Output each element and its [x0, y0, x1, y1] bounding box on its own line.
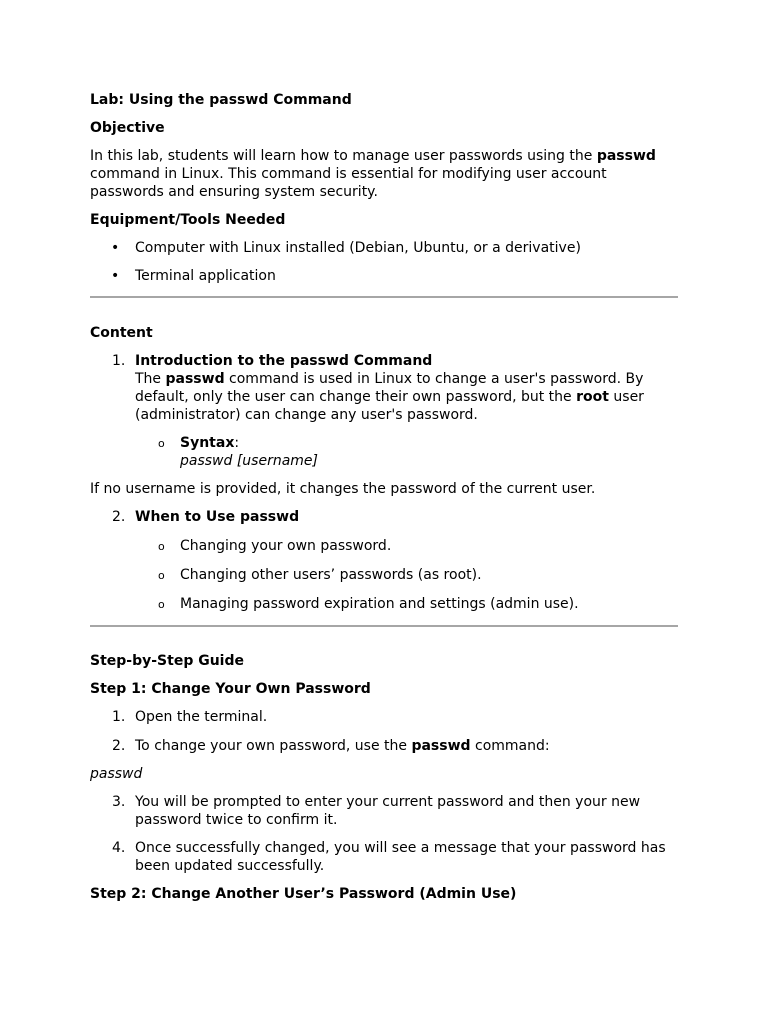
objective-heading: Objective [90, 120, 165, 136]
list-item [90, 434, 680, 470]
bullet-icon: • [111, 268, 120, 284]
list-item [90, 708, 680, 726]
list-item-text: You will be prompted to enter your current password and then your new password twice to confirm it. [135, 794, 641, 828]
list-item-text: Managing password expiration and settings (admin use). [180, 596, 579, 612]
equipment-list [90, 239, 680, 285]
list-number: 4. [112, 840, 126, 856]
when-list [90, 508, 680, 526]
intro-root-bold: root [576, 389, 609, 405]
list-item-text: Changing your own password. [180, 538, 392, 554]
step2-heading: Step 2: Change Another User’s Password (Admin Use) [90, 886, 517, 902]
list-item [90, 508, 680, 526]
equipment-heading: Equipment/Tools Needed [90, 212, 286, 228]
list-item-text: Changing other users’ passwords (as root). [180, 567, 482, 583]
document-page [90, 91, 680, 903]
objective-passwd-bold: passwd [596, 148, 656, 164]
list-item [90, 595, 680, 613]
list-number: 2. [112, 738, 126, 754]
horizontal-rule [90, 296, 678, 298]
objective-text-part2: command in Linux. This command is essential for modifying user account passwords and ensuring system security. [90, 166, 607, 200]
step1-list-continued [90, 793, 680, 875]
sub-bullet-icon: o [158, 598, 165, 611]
list-item-text: Open the terminal. [135, 709, 268, 725]
list-item [90, 737, 680, 755]
list-item-text: command: [470, 738, 550, 754]
list-number: 2. [112, 509, 126, 525]
list-item [90, 566, 680, 584]
list-item-text: Computer with Linux installed (Debian, Ubuntu, or a derivative) [135, 240, 581, 256]
sub-bullet-icon: o [158, 437, 165, 450]
code-text: passwd [90, 766, 143, 782]
syntax-label: Syntax [180, 435, 235, 451]
guide-heading: Step-by-Step Guide [90, 653, 244, 669]
intro-passwd-bold: passwd [165, 371, 225, 387]
list-item-text: Once successfully changed, you will see a message that your password has been updated successfully. [135, 840, 666, 874]
objective-text [90, 147, 680, 201]
horizontal-rule [90, 625, 678, 627]
list-item [90, 839, 680, 875]
intro-text-part3: user (administrator) can change any user's password. [135, 389, 644, 423]
intro-text-part2: command is used in Linux to change a user's password. By default, only the user can change their own password, but the [135, 371, 644, 405]
syntax-value: passwd [username] [180, 453, 319, 469]
when-sub-list [90, 537, 680, 613]
list-number: 3. [112, 794, 126, 810]
list-item [90, 537, 680, 555]
objective-text-part1: In this lab, students will learn how to manage user passwords using the [90, 148, 597, 164]
syntax-colon: : [234, 435, 240, 451]
list-item-text: To change your own password, use the [135, 738, 412, 754]
list-number: 1. [112, 709, 126, 725]
sub-bullet-icon: o [158, 540, 165, 553]
sub-bullet-icon: o [158, 569, 165, 582]
list-item [90, 267, 680, 285]
step1-list [90, 708, 680, 755]
bullet-icon: • [111, 240, 120, 256]
content-heading: Content [90, 325, 153, 341]
list-item [90, 793, 680, 829]
code-line [90, 765, 680, 783]
when-title: When to Use passwd [135, 509, 300, 525]
list-item-text: Terminal application [135, 268, 276, 284]
intro-title: Introduction to the passwd Command [135, 353, 433, 369]
list-item [90, 352, 680, 424]
list-number: 1. [112, 353, 126, 369]
step1-heading: Step 1: Change Your Own Password [90, 681, 371, 697]
content-list [90, 352, 680, 424]
document-title: Lab: Using the passwd Command [90, 92, 352, 108]
intro-text-part1: The [135, 371, 166, 387]
syntax-list [90, 434, 680, 470]
current-user-note: If no username is provided, it changes the password of the current user. [90, 481, 596, 497]
step-passwd-bold: passwd [411, 738, 471, 754]
list-item [90, 239, 680, 257]
intro-text [135, 371, 644, 423]
